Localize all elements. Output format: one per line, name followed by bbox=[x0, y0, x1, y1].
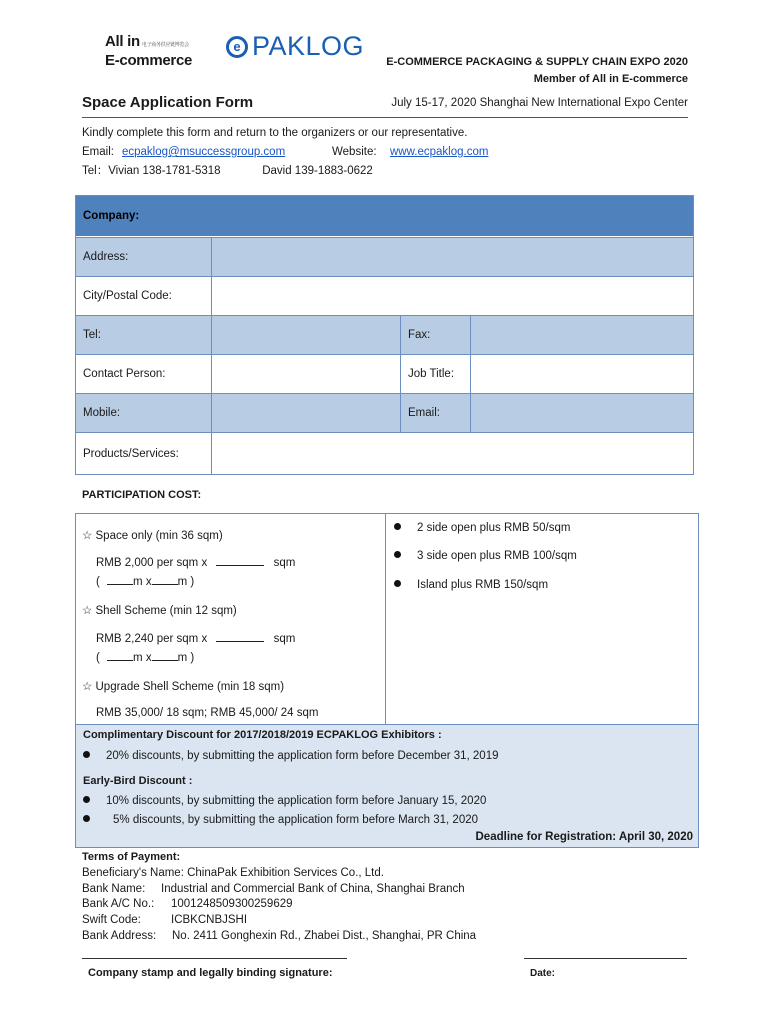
upgrade-price: RMB 35,000/ 18 sqm; RMB 45,000/ 24 sqm bbox=[96, 707, 319, 719]
products-label: Products/Services: bbox=[76, 433, 212, 474]
tel-fax-row bbox=[76, 315, 693, 354]
account-label: Bank A/C No.: bbox=[82, 898, 155, 911]
upgrade-shell-option[interactable]: ☆ Upgrade Shell Scheme (min 18 sqm) bbox=[82, 681, 285, 693]
payment-terms bbox=[82, 850, 476, 945]
address-label: Address: bbox=[76, 238, 212, 276]
bank-name-label: Bank Name: bbox=[82, 882, 146, 895]
company-info-table bbox=[75, 195, 694, 475]
logo-allin-small: 电子商务供应链博览会 bbox=[141, 42, 189, 48]
address-row bbox=[76, 237, 693, 276]
space-price: RMB 2,000 per sqm x bbox=[96, 557, 208, 569]
space-dim-line bbox=[96, 574, 194, 588]
contact-field[interactable] bbox=[212, 355, 401, 393]
page-title: Space Application Form bbox=[82, 94, 254, 111]
job-title-label: Job Title: bbox=[401, 355, 471, 393]
discount-box bbox=[75, 724, 699, 848]
date-label: Date: bbox=[530, 968, 556, 979]
event-dates: July 15-17, 2020 Shanghai New International Expo Center bbox=[391, 97, 688, 109]
logo-allin-line2: E-commerce bbox=[105, 52, 193, 69]
contact-label: Contact Person: bbox=[76, 355, 212, 393]
shell-price: RMB 2,240 per sqm x bbox=[96, 633, 208, 645]
company-label: Company: bbox=[83, 210, 140, 222]
bullet-icon bbox=[394, 580, 401, 587]
early-bird-text-2: 5% discounts, by submitting the application form before March 31, 2020 bbox=[113, 814, 479, 826]
bank-address-line bbox=[82, 929, 476, 945]
bullet-icon bbox=[394, 523, 401, 530]
cost-divider bbox=[385, 514, 386, 724]
paklog-logo-text: PAKLOG bbox=[252, 31, 365, 61]
option-island-label: Island plus RMB 150/sqm bbox=[417, 579, 549, 591]
participation-heading: PARTICIPATION COST: bbox=[82, 489, 202, 501]
website-label: Website: bbox=[332, 146, 377, 158]
option-two-side[interactable] bbox=[394, 522, 570, 534]
space-dim-open: ( bbox=[96, 576, 100, 588]
tel-field-label: Tel: bbox=[76, 316, 212, 354]
bank-address-label: Bank Address: bbox=[82, 929, 157, 942]
signature-line[interactable] bbox=[82, 958, 347, 959]
space-only-option[interactable]: ☆ Space only (min 36 sqm) bbox=[82, 530, 223, 542]
early-bird-title: Early-Bird Discount : bbox=[83, 775, 193, 787]
intro-line: Kindly complete this form and return to the organizers or our representative. bbox=[82, 127, 468, 139]
complimentary-discount-text: 20% discounts, by submitting the application form before December 31, 2019 bbox=[106, 750, 499, 762]
tel-vivian: Vivian 138-1781-5318 bbox=[108, 165, 221, 177]
shell-scheme-option[interactable]: ☆ Shell Scheme (min 12 sqm) bbox=[82, 605, 237, 617]
bullet-icon bbox=[83, 815, 90, 822]
swift-line bbox=[82, 913, 476, 929]
shell-dim-b-blank[interactable] bbox=[152, 650, 178, 661]
complimentary-discount-title: Complimentary Discount for 2017/2018/2019 ECPAKLOG Exhibitors : bbox=[83, 729, 442, 741]
logo-allin-line1: All in bbox=[105, 33, 140, 50]
payment-heading: Terms of Payment: bbox=[82, 851, 181, 863]
fax-field[interactable] bbox=[471, 316, 693, 354]
shell-price-line bbox=[96, 631, 295, 645]
bullet-icon bbox=[83, 796, 90, 803]
expo-title-block bbox=[386, 54, 688, 88]
option-two-side-label: 2 side open plus RMB 50/sqm bbox=[417, 522, 571, 534]
space-dim-a-blank[interactable] bbox=[107, 574, 133, 585]
shell-dim-open: ( bbox=[96, 652, 100, 664]
bullet-icon bbox=[83, 751, 90, 758]
space-dim-x: m x bbox=[133, 576, 152, 588]
products-field[interactable] bbox=[212, 433, 693, 474]
account-line bbox=[82, 897, 476, 913]
email-field-label: Email: bbox=[401, 394, 471, 432]
tel-david: David 139-1883-0622 bbox=[262, 165, 373, 177]
account-value: 1001248509300259629 bbox=[171, 898, 293, 911]
city-row bbox=[76, 276, 693, 315]
bullet-icon bbox=[394, 551, 401, 558]
signature-label: Company stamp and legally binding signature: bbox=[88, 967, 333, 979]
company-field[interactable] bbox=[76, 196, 693, 237]
email-field[interactable] bbox=[471, 394, 693, 432]
email-link[interactable]: ecpaklog@msuccessgroup.com bbox=[122, 146, 286, 158]
mobile-row bbox=[76, 393, 693, 432]
city-label: City/Postal Code: bbox=[76, 277, 212, 315]
shell-dim-a-blank[interactable] bbox=[107, 650, 133, 661]
expo-title: E-COMMERCE PACKAGING & SUPPLY CHAIN EXPO 2020 bbox=[386, 56, 688, 68]
beneficiary-line: Beneficiary's Name: ChinaPak Exhibition Services Co., Ltd. bbox=[82, 866, 384, 879]
shell-dim-line bbox=[96, 650, 194, 664]
paklog-logo bbox=[226, 31, 364, 62]
contact-row bbox=[76, 354, 693, 393]
fax-label: Fax: bbox=[401, 316, 471, 354]
website-link[interactable]: www.ecpaklog.com bbox=[390, 146, 489, 158]
intro-block bbox=[82, 124, 488, 181]
all-in-ecommerce-logo bbox=[105, 34, 192, 68]
products-row bbox=[76, 432, 693, 474]
swift-label: Swift Code: bbox=[82, 914, 141, 927]
tel-field[interactable] bbox=[212, 316, 401, 354]
option-island[interactable] bbox=[394, 579, 548, 591]
mobile-field[interactable] bbox=[212, 394, 401, 432]
bank-address-value: No. 2411 Gonghexin Rd., Zhabei Dist., Shanghai, PR China bbox=[172, 929, 477, 942]
shell-dim-x: m x bbox=[133, 652, 152, 664]
space-sqm-unit: sqm bbox=[273, 557, 296, 569]
mobile-label: Mobile: bbox=[76, 394, 212, 432]
shell-sqm-unit: sqm bbox=[273, 633, 296, 645]
early-bird-text-1: 10% discounts, by submitting the application form before January 15, 2020 bbox=[106, 795, 487, 807]
space-dim-b-blank[interactable] bbox=[152, 574, 178, 585]
title-divider bbox=[82, 117, 688, 118]
date-line[interactable] bbox=[524, 958, 687, 959]
space-price-line bbox=[96, 555, 295, 569]
tel-label: Tel： bbox=[82, 165, 109, 177]
registration-deadline: Deadline for Registration: April 30, 2020 bbox=[475, 831, 693, 843]
swift-value: ICBKCNBJSHI bbox=[171, 914, 248, 927]
early-bird-item-1 bbox=[83, 795, 486, 807]
shell-dim-close: m ) bbox=[177, 652, 195, 664]
bank-name-line bbox=[82, 882, 476, 898]
option-three-side[interactable] bbox=[394, 550, 577, 562]
city-field[interactable] bbox=[212, 277, 693, 315]
job-title-field[interactable] bbox=[471, 355, 693, 393]
paklog-mark-icon: e bbox=[226, 36, 248, 58]
space-sqm-blank[interactable] bbox=[216, 555, 264, 566]
shell-sqm-blank[interactable] bbox=[216, 631, 264, 642]
complimentary-discount-item bbox=[83, 750, 499, 762]
option-three-side-label: 3 side open plus RMB 100/sqm bbox=[417, 550, 577, 562]
early-bird-item-2 bbox=[83, 814, 478, 826]
email-label: Email: bbox=[82, 146, 114, 158]
address-field[interactable] bbox=[212, 238, 693, 276]
space-dim-close: m ) bbox=[177, 576, 195, 588]
participation-cost-box bbox=[75, 513, 699, 725]
bank-name-value: Industrial and Commercial Bank of China, Shanghai Branch bbox=[161, 882, 465, 895]
member-line: Member of All in E-commerce bbox=[533, 73, 688, 85]
